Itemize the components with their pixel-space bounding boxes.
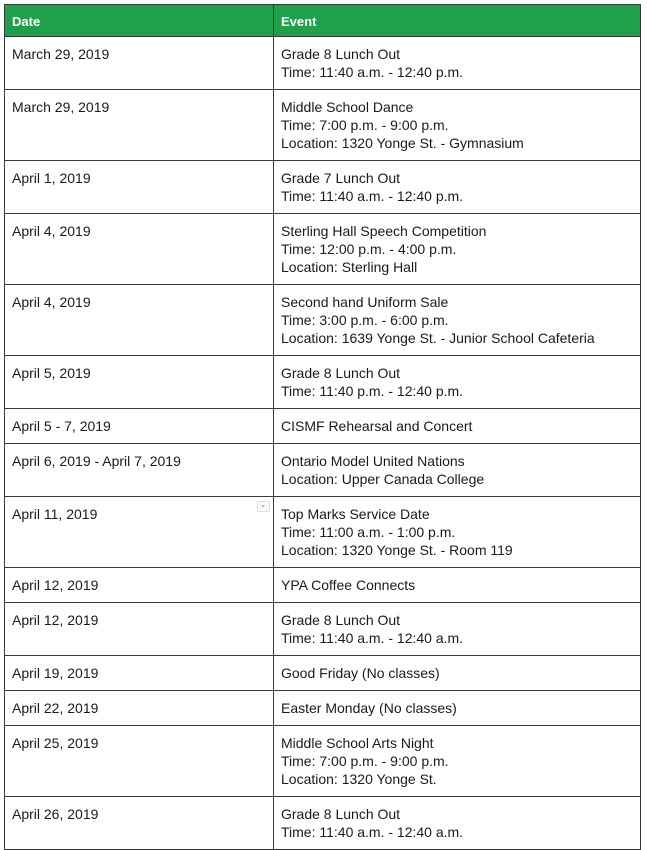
event-cell[interactable] bbox=[274, 214, 641, 285]
event-line: Middle School Dance bbox=[281, 99, 414, 115]
date-cell[interactable] bbox=[5, 691, 274, 726]
date-cell[interactable] bbox=[5, 409, 274, 444]
date-cell[interactable] bbox=[5, 797, 274, 850]
event-line: Time: 11:40 a.m. - 12:40 p.m. bbox=[281, 64, 464, 80]
table-row bbox=[5, 497, 641, 568]
table-row bbox=[5, 37, 641, 90]
event-line: Top Marks Service Date bbox=[281, 506, 430, 522]
event-cell[interactable] bbox=[274, 90, 641, 161]
event-line: YPA Coffee Connects bbox=[281, 577, 416, 593]
event-line: Grade 8 Lunch Out bbox=[281, 806, 401, 822]
table-row bbox=[5, 409, 641, 444]
event-line: Grade 7 Lunch Out bbox=[281, 170, 401, 186]
event-line: Ontario Model United Nations bbox=[281, 453, 465, 469]
event-cell[interactable] bbox=[274, 409, 641, 444]
date-text: April 25, 2019 bbox=[12, 735, 99, 751]
event-line: Time: 11:40 a.m. - 12:40 a.m. bbox=[281, 630, 464, 646]
date-text: April 5 - 7, 2019 bbox=[12, 418, 111, 434]
event-line: Good Friday (No classes) bbox=[281, 665, 440, 681]
event-line: CISMF Rehearsal and Concert bbox=[281, 418, 473, 434]
event-line: Time: 7:00 p.m. - 9:00 p.m. bbox=[281, 753, 449, 769]
event-line: Location: 1320 Yonge St. bbox=[281, 771, 437, 787]
event-line: Time: 3:00 p.m. - 6:00 p.m. bbox=[281, 312, 449, 328]
table-row bbox=[5, 797, 641, 850]
date-text: April 26, 2019 bbox=[12, 806, 99, 822]
event-cell[interactable] bbox=[274, 797, 641, 850]
event-line: Time: 12:00 p.m. - 4:00 p.m. bbox=[281, 241, 457, 257]
date-text: April 1, 2019 bbox=[12, 170, 91, 186]
date-text: April 5, 2019 bbox=[12, 365, 91, 381]
date-cell[interactable] bbox=[5, 37, 274, 90]
event-line: Location: Sterling Hall bbox=[281, 259, 418, 275]
table-row bbox=[5, 656, 641, 691]
date-cell[interactable] bbox=[5, 656, 274, 691]
table-row bbox=[5, 726, 641, 797]
event-line: Sterling Hall Speech Competition bbox=[281, 223, 487, 239]
table-row bbox=[5, 356, 641, 409]
date-text: March 29, 2019 bbox=[12, 46, 110, 62]
events-table bbox=[4, 4, 641, 850]
date-cell[interactable] bbox=[5, 444, 274, 497]
event-cell[interactable] bbox=[274, 691, 641, 726]
event-line: Time: 11:40 p.m. - 12:40 p.m. bbox=[281, 383, 464, 399]
event-line: Middle School Arts Night bbox=[281, 735, 434, 751]
event-cell[interactable] bbox=[274, 656, 641, 691]
table-row bbox=[5, 691, 641, 726]
date-cell[interactable] bbox=[5, 497, 274, 568]
date-text: April 4, 2019 bbox=[12, 223, 91, 239]
event-cell[interactable] bbox=[274, 37, 641, 90]
date-cell[interactable] bbox=[5, 603, 274, 656]
date-text: April 12, 2019 bbox=[12, 577, 99, 593]
events-sheet bbox=[4, 4, 640, 850]
event-line: Grade 8 Lunch Out bbox=[281, 46, 401, 62]
event-line: Easter Monday (No classes) bbox=[281, 700, 457, 716]
event-line: Time: 7:00 p.m. - 9:00 p.m. bbox=[281, 117, 449, 133]
event-line: Location: Upper Canada College bbox=[281, 471, 485, 487]
event-line: Second hand Uniform Sale bbox=[281, 294, 449, 310]
date-text: April 19, 2019 bbox=[12, 665, 99, 681]
header-row bbox=[5, 5, 641, 37]
header-date[interactable]: Date bbox=[5, 5, 274, 37]
event-cell[interactable] bbox=[274, 285, 641, 356]
table-row bbox=[5, 214, 641, 285]
event-cell[interactable] bbox=[274, 568, 641, 603]
header-event[interactable]: Event bbox=[274, 5, 641, 37]
date-text: April 4, 2019 bbox=[12, 294, 91, 310]
table-row bbox=[5, 603, 641, 656]
event-line: Time: 11:40 a.m. - 12:40 p.m. bbox=[281, 188, 464, 204]
date-text: March 29, 2019 bbox=[12, 99, 110, 115]
event-line: Time: 11:00 a.m. - 1:00 p.m. bbox=[281, 524, 456, 540]
table-row bbox=[5, 285, 641, 356]
date-cell[interactable] bbox=[5, 285, 274, 356]
event-line: Location: 1639 Yonge St. - Junior School Cafeteria bbox=[281, 330, 595, 346]
event-line: Location: 1320 Yonge St. - Gymnasium bbox=[281, 135, 524, 151]
date-cell[interactable] bbox=[5, 568, 274, 603]
event-cell[interactable] bbox=[274, 444, 641, 497]
table-row bbox=[5, 90, 641, 161]
event-line: Location: 1320 Yonge St. - Room 119 bbox=[281, 542, 513, 558]
event-cell[interactable] bbox=[274, 161, 641, 214]
date-cell[interactable] bbox=[5, 214, 274, 285]
event-line: Grade 8 Lunch Out bbox=[281, 612, 401, 628]
event-cell[interactable] bbox=[274, 726, 641, 797]
event-cell[interactable] bbox=[274, 356, 641, 409]
date-cell[interactable] bbox=[5, 356, 274, 409]
table-body bbox=[5, 37, 641, 850]
date-text: April 6, 2019 - April 7, 2019 bbox=[12, 453, 181, 469]
date-cell[interactable] bbox=[5, 90, 274, 161]
date-cell[interactable] bbox=[5, 726, 274, 797]
event-line: Time: 11:40 a.m. - 12:40 a.m. bbox=[281, 824, 464, 840]
date-text: April 12, 2019 bbox=[12, 612, 99, 628]
event-cell[interactable] bbox=[274, 603, 641, 656]
event-line: Grade 8 Lunch Out bbox=[281, 365, 401, 381]
table-row bbox=[5, 161, 641, 214]
table-row bbox=[5, 568, 641, 603]
date-text: April 11, 2019 bbox=[12, 506, 98, 522]
date-text: April 22, 2019 bbox=[12, 700, 99, 716]
table-row bbox=[5, 444, 641, 497]
chevron-down-icon[interactable] bbox=[257, 501, 270, 512]
date-cell[interactable] bbox=[5, 161, 274, 214]
event-cell[interactable] bbox=[274, 497, 641, 568]
